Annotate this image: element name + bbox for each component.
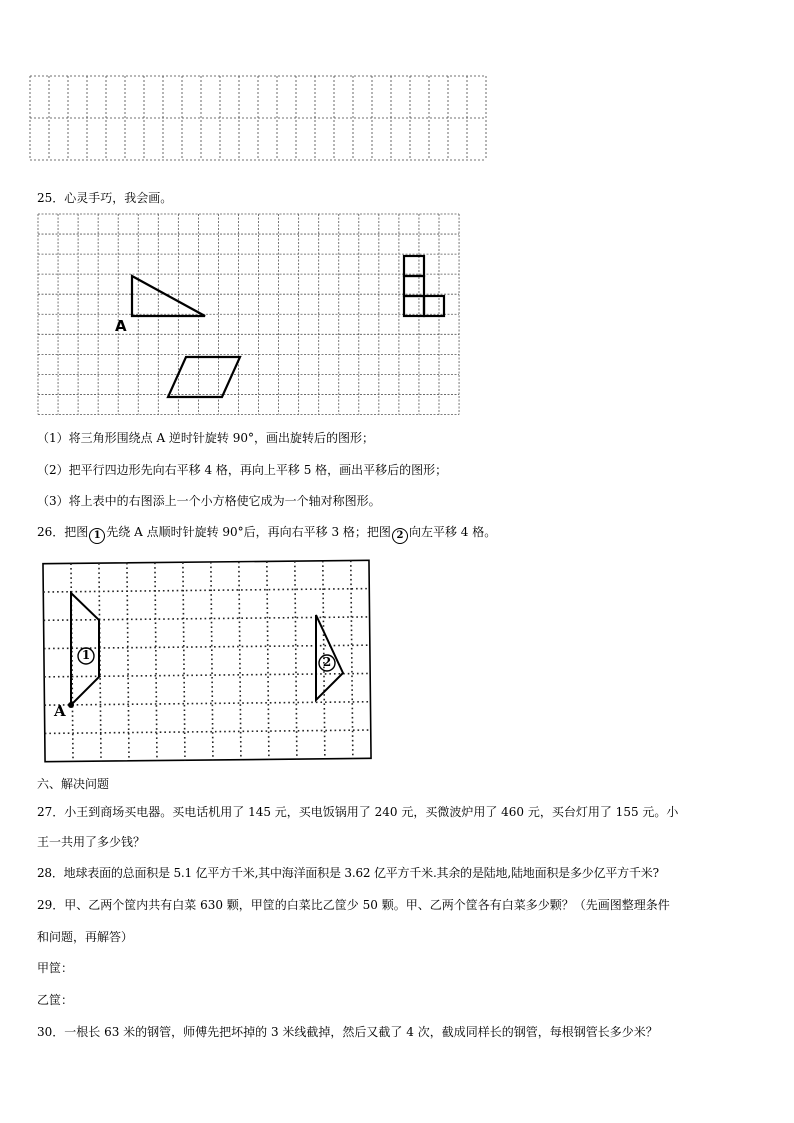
q25-point-label-a: A: [115, 317, 127, 335]
q28-line1: 28．地球表面的总面积是 5.1 亿平方千米,其中海洋面积是 3.62 亿平方千米.其余的是陆地,陆地面积是多少亿平方千米?: [37, 866, 659, 880]
q26-fig2-label: 2: [322, 655, 332, 669]
figure-2-circled-number: 2: [392, 528, 408, 544]
grid-line: [351, 560, 353, 758]
q26-prefix: 26．把图: [37, 525, 89, 539]
section-6-title: 六、解决问题: [37, 777, 110, 791]
grid-line: [295, 561, 297, 759]
grid-line: [44, 645, 370, 648]
q29-label-yi: 乙筐：: [37, 993, 74, 1007]
grid-line: [45, 730, 371, 733]
q26-suffix: 向左平移 4 格。: [408, 525, 497, 539]
grid-line: [211, 562, 213, 760]
grid-line: [44, 702, 370, 705]
grid-line: [44, 673, 370, 676]
grid-line: [239, 562, 241, 760]
figure-1-circled-number: 1: [89, 528, 105, 544]
grid-line: [44, 617, 370, 620]
grid-line: [183, 562, 185, 760]
q27-line1: 27．小王到商场买电器。买电话机用了 145 元，买电饭锅用了 240 元，买微波炉用了 460 元，买台灯用了 155 元。小: [37, 805, 679, 819]
q29-line1: 29．甲、乙两个筐内共有白菜 630 颗，甲筐的白菜比乙筐少 50 颗。甲、乙两个筐各有白菜多少颗？（先画图整理条件: [37, 898, 670, 912]
q26-point-a-dot: [68, 702, 74, 708]
q26-point-label-a: A: [54, 702, 66, 720]
q25-title: 25．心灵手巧，我会画。: [37, 191, 173, 205]
grid-line: [43, 589, 369, 592]
grid-line: [267, 561, 269, 759]
q25-sub2: （2）把平行四边形先向右平移 4 格，再向上平移 5 格，画出平移后的图形；: [37, 463, 448, 477]
grid-line: [155, 563, 157, 761]
q30-line1: 30．一根长 63 米的钢管，师傅先把坏掉的 3 米线截掉，然后又截了 4 次，截成同样长的钢管，每根钢管长多少米？: [37, 1025, 658, 1039]
q26-fig1-label: 1: [81, 648, 91, 662]
q29-label-jia: 甲筐：: [37, 961, 74, 975]
q26-middle: 先绕 A 点顺时针旋转 90°后，再向右平移 3 格；把图: [106, 525, 391, 539]
q29-line2: 和问题，再解答）: [37, 930, 134, 944]
q27-line2: 王一共用了多少钱？: [37, 835, 146, 849]
q25-sub1: （1）将三角形围绕点 A 逆时针旋转 90°，画出旋转后的图形；: [37, 431, 375, 445]
q25-sub3: （3）将上表中的右图添上一个小方格使它成为一个轴对称图形。: [37, 494, 381, 508]
grid-line: [127, 563, 129, 761]
